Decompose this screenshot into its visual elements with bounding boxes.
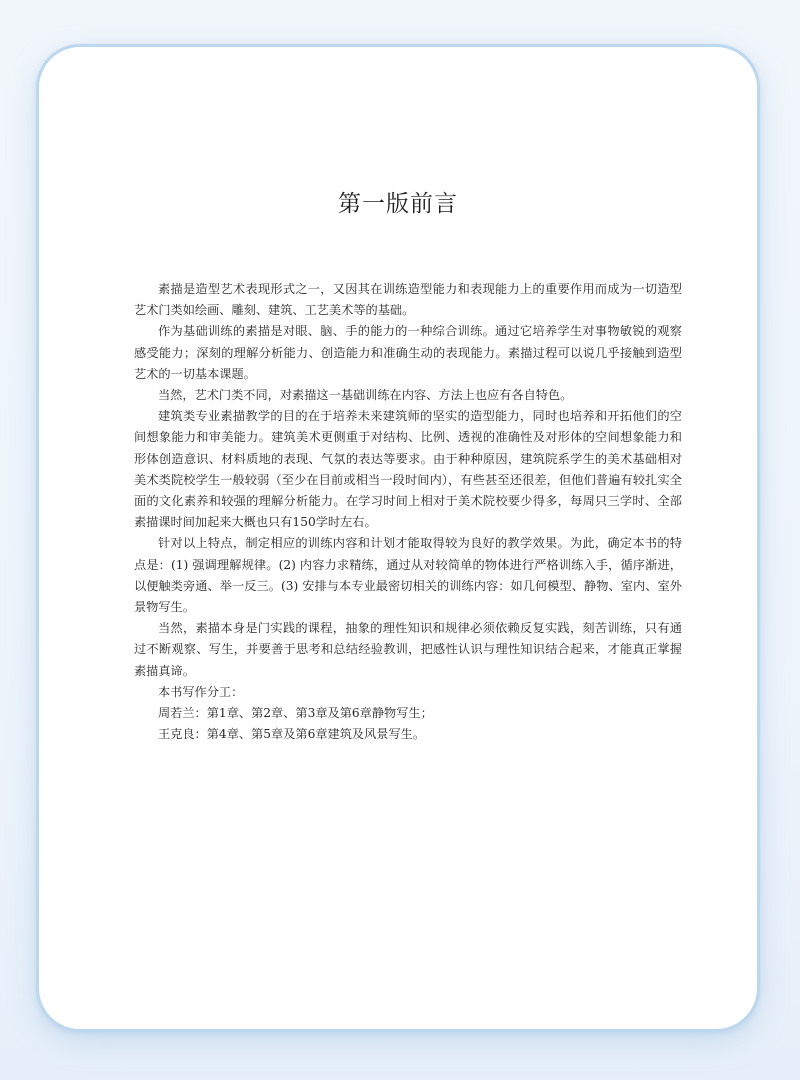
paragraph-8: 周若兰：第1章、第2章、第3章及第6章静物写生； — [158, 706, 433, 721]
preface-body — [134, 279, 682, 745]
document-page — [36, 44, 760, 1032]
paragraph-7: 本书写作分工： — [158, 684, 244, 699]
paragraph-4: 建筑类专业素描教学的目的在于培养未来建筑师的坚实的造型能力，同时也培养和开拓他们的空间想象能力和审美能力。建筑美术更侧重于对结构、比例、透视的准确性及对形体的空间想象能力和形体创造意识、材料质地的表现、气氛的表达等要求。由于种种原因，建筑院系学生的美术基础相对美术类院校学生一般较弱（至少在目前或相当一段时间内），有些甚至还很差，但他们普遍有较扎实全面的文化素养和较强的理解分析能力。在学习时间上相对于美术院校要少得多，每周只三学时、全部素描课时间加起来大概也只有150学时左右。 — [134, 409, 682, 530]
page-title: 第一版前言 — [338, 191, 458, 217]
paragraph-1: 素描是造型艺术表现形式之一，又因其在训练造型能力和表现能力上的重要作用而成为一切造型艺术门类如绘画、雕刻、建筑、工艺美术等的基础。 — [134, 282, 682, 318]
paragraph-5: 针对以上特点，制定相应的训练内容和计划才能取得较为良好的教学效果。为此，确定本书的特点是：(1) 强调理解规律。(2) 内容力求精练，通过从对较简单的物体进行严格训练入手，循序渐进，以便触类旁通、举一反三。(3) 安排与本专业最密切相关的训练内容：如几何模型、静物、室内、室外景物写生。 — [134, 536, 682, 615]
paragraph-2: 作为基础训练的素描是对眼、脑、手的能力的一种综合训练。通过它培养学生对事物敏锐的观察感受能力；深刻的理解分析能力、创造能力和准确生动的表现能力。素描过程可以说几乎接触到造型艺术的一切基本课题。 — [134, 324, 682, 381]
paragraph-3: 当然，艺术门类不同，对素描这一基础训练在内容、方法上也应有各自特色。 — [158, 388, 573, 403]
paragraph-6: 当然，素描本身是门实践的课程，抽象的理性知识和规律必须依赖反复实践，刻苦训练，只有通过不断观察、写生，并要善于思考和总结经验教训，把感性认识与理性知识结合起来，才能真正掌握素描真谛。 — [134, 621, 682, 678]
paragraph-9: 王克良：第4章、第5章及第6章建筑及风景写生。 — [158, 727, 426, 742]
